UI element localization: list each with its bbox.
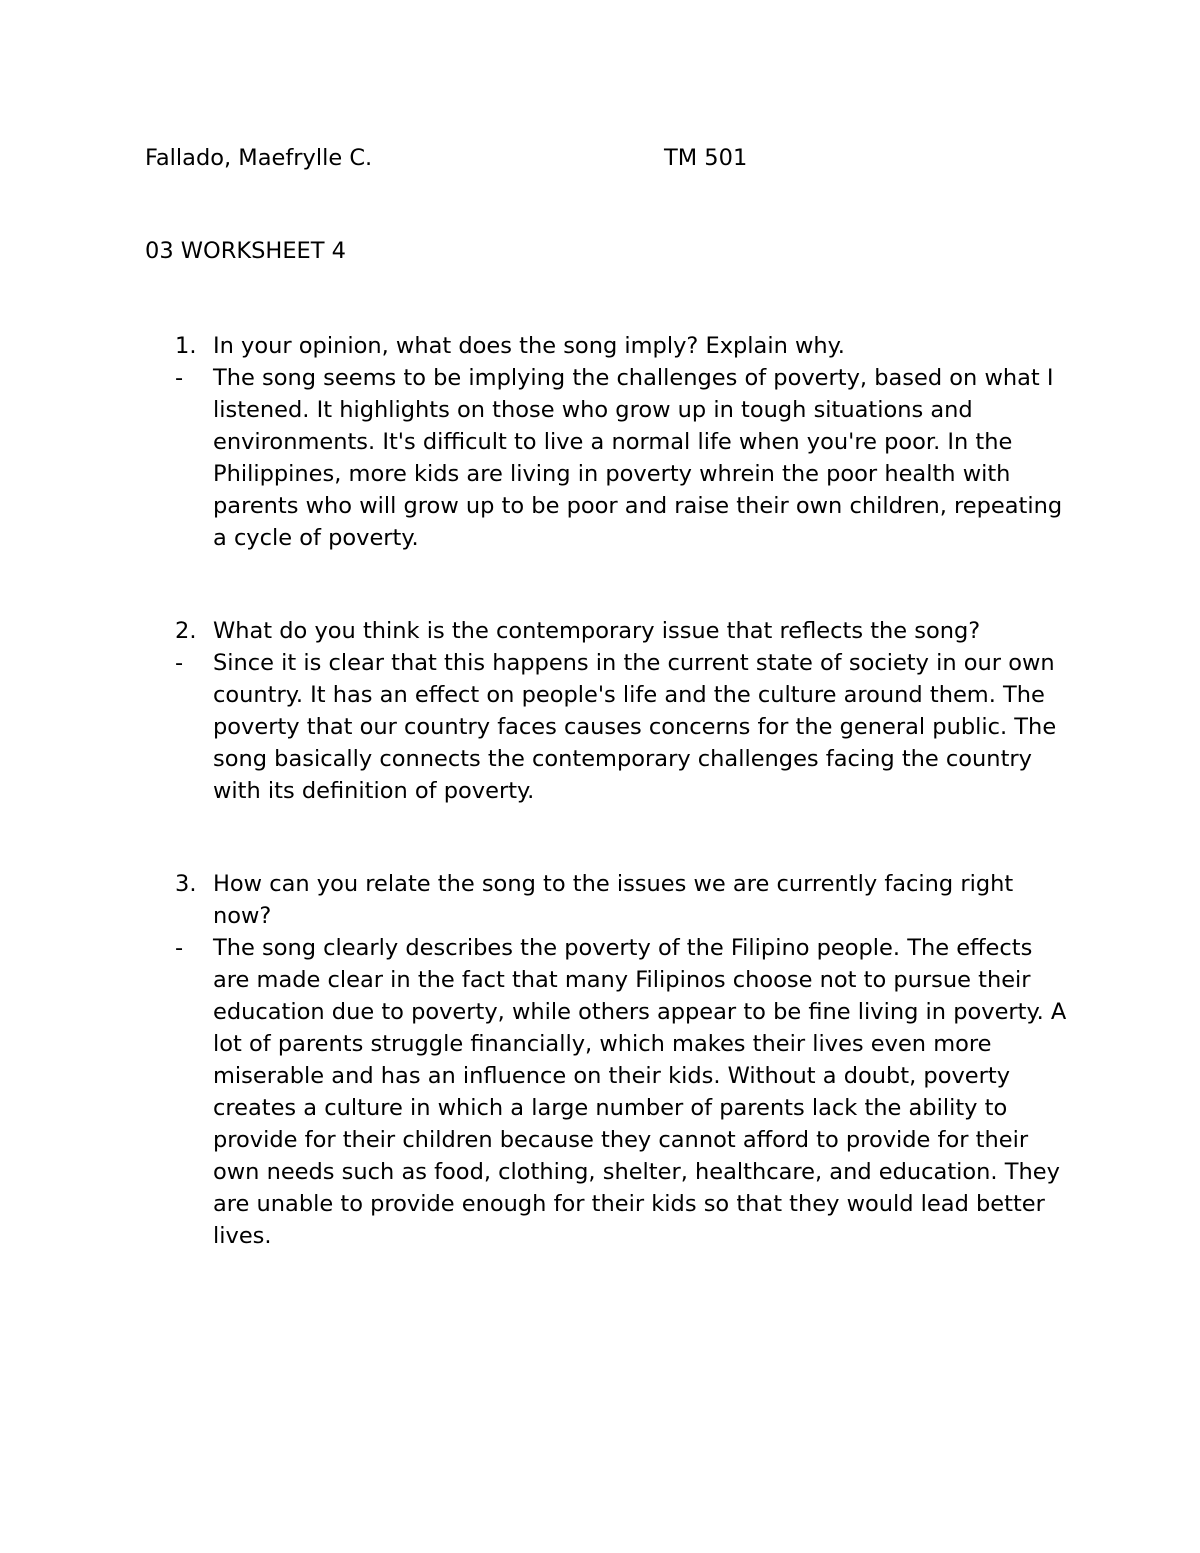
answer-text: The song seems to be implying the challenges of poverty, based on what I listened. It highlights on those who grow up in tough situations and environments. It's difficult to live a normal life when you're poor. In the Philippines, more kids are living in poverty whrein the poor health with parents who will grow up to be poor and raise their own children, repeating a cycle of poverty.: [213, 365, 1063, 551]
question-line: [145, 615, 1085, 647]
answer-text: The song clearly describes the poverty of the Filipino people. The effects are made clear in the fact that many Filipinos choose not to pursue their education due to poverty, while others appear to be fine living in poverty. A lot of parents struggle financially, which makes their lives even more miserable and has an influence on their kids. Without a doubt, poverty creates a culture in which a large number of parents lack the ability to provide for their children because they cannot afford to provide for their own needs such as food, clothing, shelter, healthcare, and education. They are unable to provide enough for their kids so that they would lead better lives.: [213, 935, 1067, 1249]
question-text: In your opinion, what does the song imply? Explain why.: [213, 333, 845, 359]
question-line: [145, 868, 1085, 932]
question-line: [145, 330, 1085, 362]
answer-line: [145, 362, 1085, 554]
question-item-1: [145, 330, 1085, 554]
answer-line: [145, 647, 1085, 807]
student-name: Fallado, Maefrylle C.: [145, 145, 373, 171]
question-text: How can you relate the song to the issues we are currently facing right now?: [213, 871, 1014, 929]
answer-line: [145, 932, 1085, 1252]
answer-text: Since it is clear that this happens in the current state of society in our own country. It has an effect on people's life and the culture around them. The poverty that our country faces causes concerns for the general public. The song basically connects the contemporary challenges facing the country with its definition of poverty.: [213, 650, 1057, 804]
course-code: TM 501: [664, 145, 748, 171]
answer-bullet: -: [175, 935, 184, 961]
answer-bullet: -: [175, 365, 184, 391]
question-number: 3.: [175, 871, 197, 897]
question-number: 1.: [175, 333, 197, 359]
answer-bullet: -: [175, 650, 184, 676]
question-item-2: [145, 615, 1085, 807]
question-number: 2.: [175, 618, 197, 644]
question-item-3: [145, 868, 1085, 1252]
document-header: [145, 143, 1045, 173]
worksheet-title: 03 WORKSHEET 4: [145, 238, 346, 264]
question-text: What do you think is the contemporary issue that reflects the song?: [213, 618, 981, 644]
